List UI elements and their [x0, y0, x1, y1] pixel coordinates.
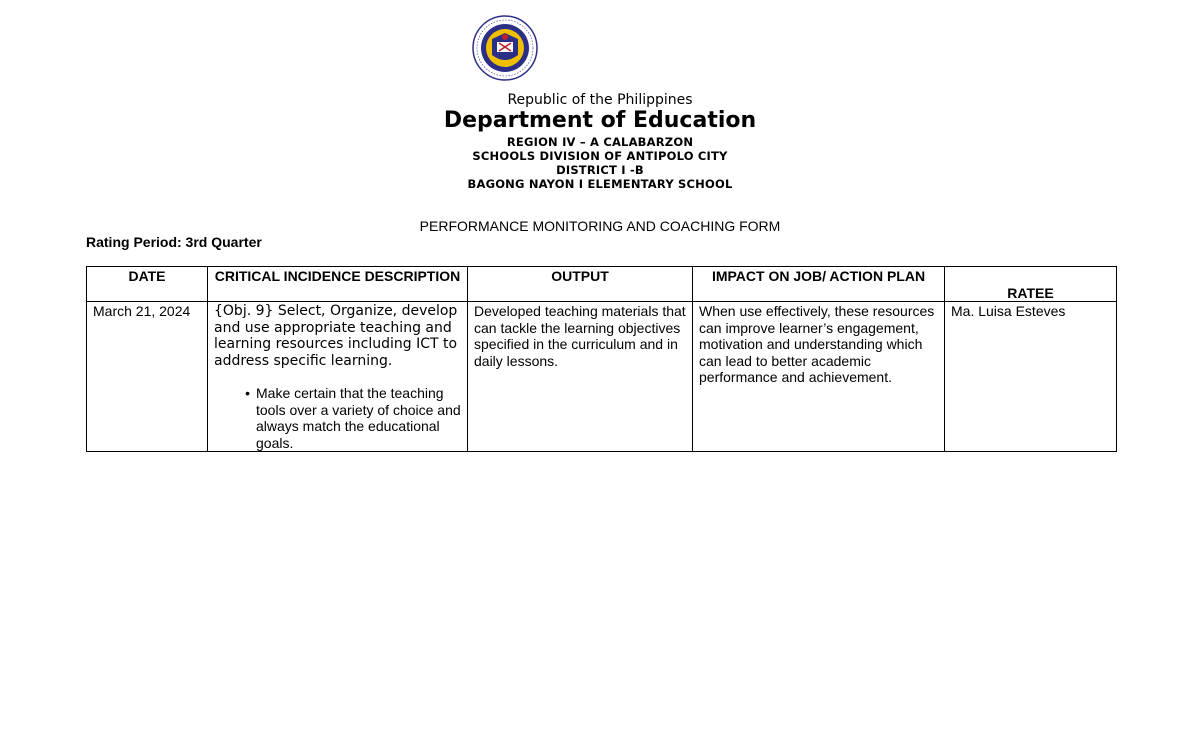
form-title: PERFORMANCE MONITORING AND COACHING FORM [419, 218, 781, 234]
bullet-icon: • [245, 385, 250, 401]
cell-date: March 21, 2024 [87, 302, 208, 452]
division-line: SCHOOLS DIVISION OF ANTIPOLO CITY [472, 149, 728, 163]
school-line: BAGONG NAYON I ELEMENTARY SCHOOL [467, 177, 733, 191]
cell-ratee: Ma. Luisa Esteves [945, 302, 1117, 452]
header-impact: IMPACT ON JOB/ ACTION PLAN [693, 267, 945, 302]
department-title: Department of Education [443, 108, 757, 133]
region-line: REGION IV – A CALABARZON [506, 135, 694, 149]
district-line: DISTRICT I -B [556, 163, 644, 177]
cell-impact: When use effectively, these resources can improve learner’s engagement, motivation and understanding which can lead to better academic performance and achievement. [693, 302, 945, 452]
description-bullet [214, 385, 461, 451]
table-row [87, 302, 1117, 452]
rating-period: Rating Period: 3rd Quarter [86, 234, 262, 250]
description-text: {Obj. 9} Select, Organize, develop and use appropriate teaching and learning resources including ICT to address specific learning. [214, 303, 458, 369]
cell-output: Developed teaching materials that can tackle the learning objectives specified in the curriculum and in daily lessons. [468, 302, 693, 452]
header-date: DATE [87, 267, 208, 302]
republic-line: Republic of the Philippines [507, 92, 693, 108]
coaching-table [86, 266, 1117, 452]
bullet-text: Make certain that the teaching tools over a variety of choice and always match the educational goals. [256, 385, 461, 451]
table-header-row [87, 267, 1117, 302]
deped-seal [472, 15, 538, 81]
header-output: OUTPUT [468, 267, 693, 302]
header-critical-incidence: CRITICAL INCIDENCE DESCRIPTION [208, 267, 468, 302]
cell-description [208, 302, 468, 452]
header-ratee: RATEE [945, 267, 1117, 302]
